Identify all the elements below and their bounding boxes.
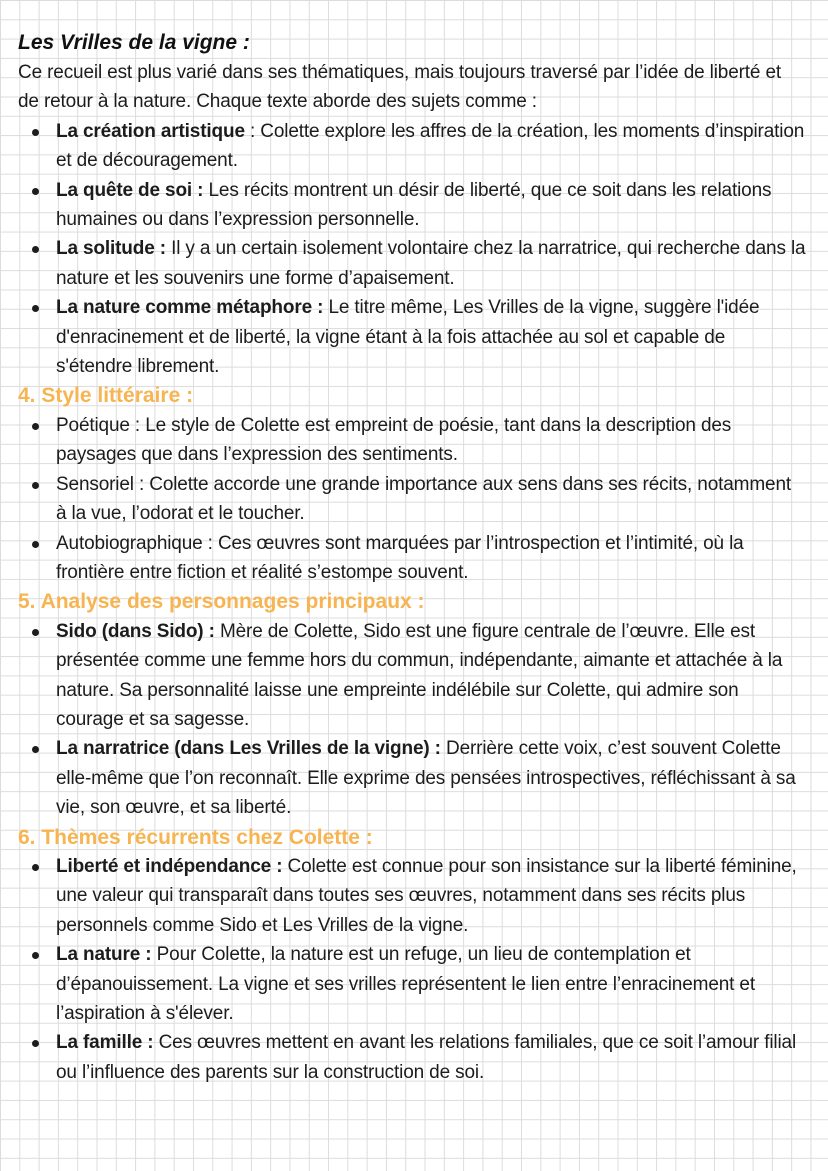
bullet-icon [32, 1040, 39, 1047]
item-label: La quête de soi : [56, 179, 204, 201]
item-label: Sido (dans Sido) : [56, 620, 215, 642]
list-item [56, 117, 806, 176]
item-text: Autobiographique : Ces œuvres sont marquées par l’introspection et l’intimité, où la frontière entre fiction et réalité s’estompe souvent. [56, 532, 744, 583]
list-item [56, 940, 806, 1028]
item-text: Pour Colette, la nature est un refuge, un lieu de contemplation et d’épanouissement. La vigne et ses vrilles représentent le lien entre l’enracinement et l’aspiration à s'élever. [56, 944, 755, 1024]
section-heading-personnages: 5. Analyse des personnages principaux : [18, 590, 425, 614]
bullet-icon [32, 423, 39, 430]
item-text: Colette est connue pour son insistance sur la liberté féminine, une valeur qui transparaît dans toutes ses œuvres, notamment dans ses récits plus personnels comme Sido et Les Vrilles de la vigne. [56, 855, 797, 936]
section-heading-style: 4. Style littéraire : [18, 384, 194, 408]
bullet-icon [32, 246, 39, 253]
list-item [56, 734, 806, 822]
item-label: La narratrice (dans Les Vrilles de la vigne) : [56, 738, 441, 760]
vrilles-list [18, 117, 806, 382]
bullet-icon [32, 129, 39, 136]
list-item [56, 852, 806, 940]
item-text: Le titre même, Les Vrilles de la vigne, suggère l'idée d'enracinement et de liberté, la vigne étant à la fois attachée au sol et capable de s'étendre librement. [56, 297, 760, 378]
list-item [56, 1028, 806, 1087]
style-list [18, 411, 806, 587]
vrilles-intro: Ce recueil est plus varié dans ses thématiques, mais toujours traversé par l’idée de liberté et de retour à la nature. Chaque texte aborde des sujets comme : [18, 62, 782, 113]
item-separator: : [244, 120, 261, 142]
list-item [56, 176, 806, 235]
item-label: Liberté et indépendance : [56, 855, 283, 877]
section-heading-themes: 6. Thèmes récurrents chez Colette : [18, 825, 373, 849]
item-label: La nature comme métaphore : [56, 297, 324, 319]
bullet-icon [32, 629, 39, 636]
bullet-icon [32, 305, 39, 312]
item-label: La famille : [56, 1032, 154, 1054]
item-text: Sensoriel : Colette accorde une grande importance aux sens dans ses récits, notamment à la vue, l’odorat et le toucher. [56, 473, 791, 525]
item-label: La solitude : [56, 238, 166, 260]
item-label: La création artistique [56, 120, 245, 142]
item-label: La nature : [56, 944, 152, 966]
list-item [56, 617, 806, 735]
item-text: Derrière cette voix, c’est souvent Colette elle-même que l’on reconnaît. Elle exprime des pensées introspectives, réfléchissant à sa vie, son œuvre, et sa liberté. [56, 738, 796, 819]
list-item [56, 411, 806, 470]
themes-list [18, 852, 806, 1087]
item-text: Les récits montrent un désir de liberté, que ce soit dans les relations humaines ou dans l’expression personnelle. [56, 179, 772, 231]
item-text: Ces œuvres mettent en avant les relations familiales, que ce soit l’amour filial ou l’influence des parents sur la construction de soi. [56, 1032, 797, 1083]
bullet-icon [32, 952, 39, 959]
list-item [56, 529, 806, 588]
bullet-icon [32, 746, 39, 753]
list-item [56, 470, 806, 529]
item-text: Colette explore les affres de la création, les moments d’inspiration et de découragement. [56, 120, 805, 172]
item-text: Mère de Colette, Sido est une figure centrale de l’œuvre. Elle est présentée comme une femme hors du commun, indépendante, aimante et attachée à la nature. Sa personnalité laisse une empreinte indélébile sur Colette, qui admire son courage et sa sagesse. [56, 620, 783, 730]
item-text: Il y a un certain isolement volontaire chez la narratrice, qui recherche dans la nature et les souvenirs une forme d’apaisement. [56, 238, 806, 289]
bullet-icon [32, 541, 39, 548]
list-item [56, 293, 806, 381]
section-title-vrilles: Les Vrilles de la vigne : [18, 31, 250, 54]
personnages-list [18, 617, 806, 823]
bullet-icon [32, 188, 39, 195]
bullet-icon [32, 482, 39, 489]
list-item [56, 234, 806, 293]
item-text: Poétique : Le style de Colette est empreint de poésie, tant dans la description des paysages que dans l’expression des sentiments. [56, 414, 732, 466]
bullet-icon [32, 864, 39, 871]
